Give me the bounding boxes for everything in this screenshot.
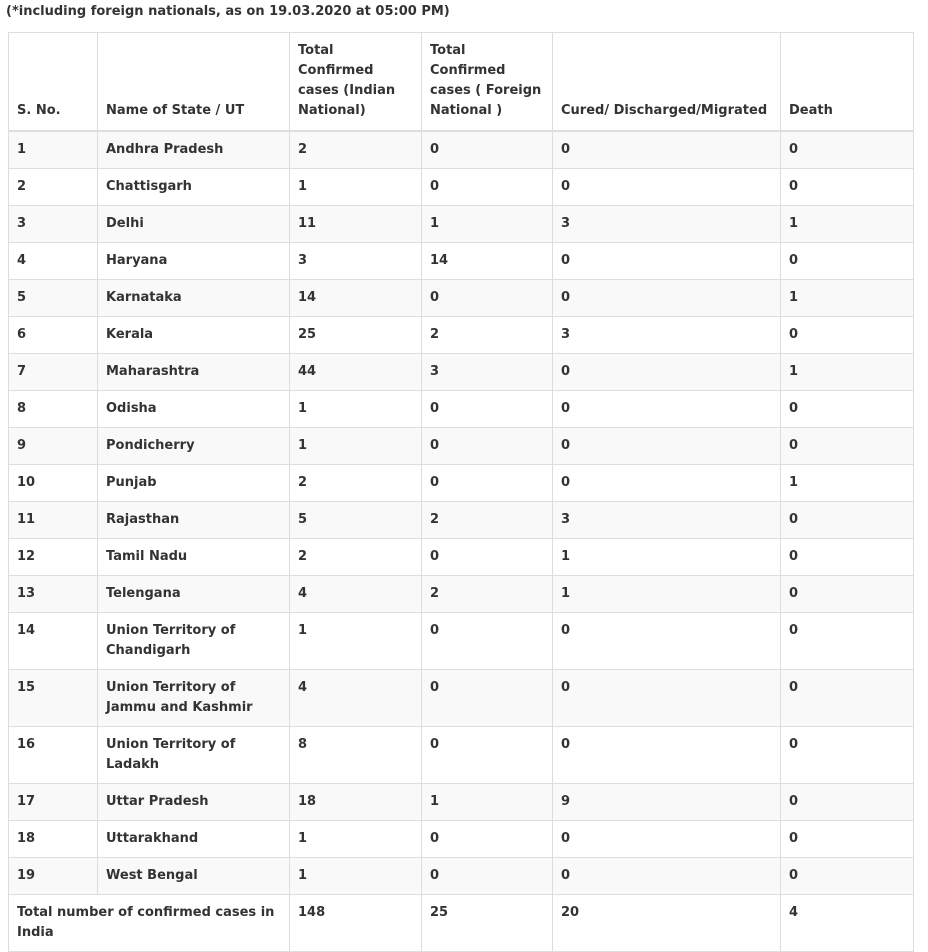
cell-state: Haryana (98, 243, 290, 280)
cell-death: 0 (781, 539, 914, 576)
cell-cured: 0 (553, 280, 781, 317)
cell-indian-cases: 1 (290, 391, 422, 428)
cell-state: Pondicherry (98, 428, 290, 465)
cell-sno: 16 (9, 727, 98, 784)
total-foreign: 25 (422, 895, 553, 952)
table-row (9, 465, 914, 502)
cell-foreign-cases: 2 (422, 317, 553, 354)
table-note: (*including foreign nationals, as on 19.03.2020 at 05:00 PM) (6, 4, 450, 19)
cell-foreign-cases: 14 (422, 243, 553, 280)
table-row (9, 576, 914, 613)
cell-foreign-cases: 3 (422, 354, 553, 391)
cell-death: 1 (781, 280, 914, 317)
cell-state: Delhi (98, 206, 290, 243)
cell-death: 0 (781, 391, 914, 428)
cell-foreign-cases: 0 (422, 391, 553, 428)
header-indian-cases: Total Confirmed cases (Indian National) (290, 33, 422, 132)
cell-foreign-cases: 0 (422, 428, 553, 465)
cell-foreign-cases: 1 (422, 206, 553, 243)
header-sno: S. No. (9, 33, 98, 132)
header-death: Death (781, 33, 914, 132)
cell-foreign-cases: 2 (422, 576, 553, 613)
cell-death: 1 (781, 206, 914, 243)
cell-indian-cases: 1 (290, 169, 422, 206)
cell-sno: 17 (9, 784, 98, 821)
cell-state: Union Territory of Chandigarh (98, 613, 290, 670)
cell-state: Telengana (98, 576, 290, 613)
cell-sno: 2 (9, 169, 98, 206)
table-row (9, 169, 914, 206)
cell-indian-cases: 25 (290, 317, 422, 354)
table-row (9, 858, 914, 895)
cell-death: 0 (781, 502, 914, 539)
cell-foreign-cases: 0 (422, 858, 553, 895)
cell-sno: 6 (9, 317, 98, 354)
cell-indian-cases: 14 (290, 280, 422, 317)
cell-indian-cases: 44 (290, 354, 422, 391)
cell-cured: 3 (553, 206, 781, 243)
cell-state: Andhra Pradesh (98, 131, 290, 169)
total-cured: 20 (553, 895, 781, 952)
cell-sno: 18 (9, 821, 98, 858)
cell-state: West Bengal (98, 858, 290, 895)
cell-sno: 14 (9, 613, 98, 670)
cell-cured: 0 (553, 243, 781, 280)
cell-indian-cases: 11 (290, 206, 422, 243)
table-row (9, 391, 914, 428)
cell-state: Punjab (98, 465, 290, 502)
table-row (9, 317, 914, 354)
cell-indian-cases: 18 (290, 784, 422, 821)
cell-death: 0 (781, 169, 914, 206)
cell-indian-cases: 3 (290, 243, 422, 280)
cell-cured: 3 (553, 317, 781, 354)
cell-state: Kerala (98, 317, 290, 354)
cell-indian-cases: 1 (290, 613, 422, 670)
table-row (9, 539, 914, 576)
cell-indian-cases: 1 (290, 428, 422, 465)
cell-cured: 1 (553, 539, 781, 576)
cell-foreign-cases: 0 (422, 169, 553, 206)
cell-foreign-cases: 0 (422, 280, 553, 317)
cell-indian-cases: 2 (290, 539, 422, 576)
table-header (9, 33, 914, 132)
total-death: 4 (781, 895, 914, 952)
cell-cured: 0 (553, 670, 781, 727)
cell-foreign-cases: 0 (422, 539, 553, 576)
cell-state: Union Territory of Ladakh (98, 727, 290, 784)
cell-death: 0 (781, 858, 914, 895)
cell-cured: 1 (553, 576, 781, 613)
cell-sno: 9 (9, 428, 98, 465)
cell-state: Rajasthan (98, 502, 290, 539)
cell-death: 0 (781, 428, 914, 465)
cell-sno: 7 (9, 354, 98, 391)
cell-cured: 0 (553, 131, 781, 169)
cell-sno: 8 (9, 391, 98, 428)
table-row (9, 502, 914, 539)
table-row (9, 821, 914, 858)
cell-death: 1 (781, 354, 914, 391)
table-row (9, 354, 914, 391)
cell-foreign-cases: 0 (422, 465, 553, 502)
cell-state: Union Territory of Jammu and Kashmir (98, 670, 290, 727)
cell-state: Uttarakhand (98, 821, 290, 858)
cell-sno: 10 (9, 465, 98, 502)
cell-cured: 0 (553, 613, 781, 670)
cell-cured: 3 (553, 502, 781, 539)
cell-sno: 12 (9, 539, 98, 576)
cell-state: Uttar Pradesh (98, 784, 290, 821)
cell-foreign-cases: 0 (422, 727, 553, 784)
cell-cured: 0 (553, 727, 781, 784)
cell-foreign-cases: 0 (422, 670, 553, 727)
cell-foreign-cases: 2 (422, 502, 553, 539)
cell-sno: 3 (9, 206, 98, 243)
cell-foreign-cases: 0 (422, 131, 553, 169)
cell-death: 0 (781, 317, 914, 354)
cell-sno: 15 (9, 670, 98, 727)
cell-sno: 1 (9, 131, 98, 169)
header-cured: Cured/ Discharged/Migrated (553, 33, 781, 132)
total-label: Total number of confirmed cases in India (9, 895, 290, 952)
cell-state: Chattisgarh (98, 169, 290, 206)
cell-state: Karnataka (98, 280, 290, 317)
covid-cases-table (8, 32, 914, 952)
cell-indian-cases: 1 (290, 821, 422, 858)
table-row (9, 670, 914, 727)
cell-sno: 4 (9, 243, 98, 280)
cell-sno: 13 (9, 576, 98, 613)
cell-state: Tamil Nadu (98, 539, 290, 576)
cell-death: 0 (781, 131, 914, 169)
cell-indian-cases: 4 (290, 670, 422, 727)
cell-death: 0 (781, 727, 914, 784)
table-row (9, 784, 914, 821)
cell-death: 0 (781, 576, 914, 613)
table-row (9, 243, 914, 280)
cell-cured: 0 (553, 465, 781, 502)
table-body (9, 131, 914, 952)
cell-cured: 0 (553, 391, 781, 428)
cell-cured: 0 (553, 428, 781, 465)
cell-indian-cases: 1 (290, 858, 422, 895)
header-state: Name of State / UT (98, 33, 290, 132)
cell-death: 0 (781, 613, 914, 670)
cell-cured: 0 (553, 169, 781, 206)
total-row (9, 895, 914, 952)
cell-death: 0 (781, 821, 914, 858)
cell-death: 0 (781, 784, 914, 821)
cell-state: Odisha (98, 391, 290, 428)
cell-foreign-cases: 1 (422, 784, 553, 821)
cell-foreign-cases: 0 (422, 821, 553, 858)
total-indian: 148 (290, 895, 422, 952)
cell-sno: 11 (9, 502, 98, 539)
cell-cured: 0 (553, 858, 781, 895)
header-row (9, 33, 914, 132)
cell-indian-cases: 4 (290, 576, 422, 613)
cell-cured: 0 (553, 354, 781, 391)
table-row (9, 131, 914, 169)
cell-death: 1 (781, 465, 914, 502)
table-row (9, 613, 914, 670)
cell-indian-cases: 2 (290, 465, 422, 502)
cell-foreign-cases: 0 (422, 613, 553, 670)
table-row (9, 727, 914, 784)
cell-sno: 19 (9, 858, 98, 895)
table-row (9, 206, 914, 243)
header-foreign-cases: Total Confirmed cases ( Foreign National ) (422, 33, 553, 132)
cell-death: 0 (781, 243, 914, 280)
cell-indian-cases: 8 (290, 727, 422, 784)
cell-indian-cases: 5 (290, 502, 422, 539)
cell-death: 0 (781, 670, 914, 727)
cell-cured: 9 (553, 784, 781, 821)
table-row (9, 428, 914, 465)
cell-sno: 5 (9, 280, 98, 317)
cell-indian-cases: 2 (290, 131, 422, 169)
cell-cured: 0 (553, 821, 781, 858)
table-row (9, 280, 914, 317)
cell-state: Maharashtra (98, 354, 290, 391)
